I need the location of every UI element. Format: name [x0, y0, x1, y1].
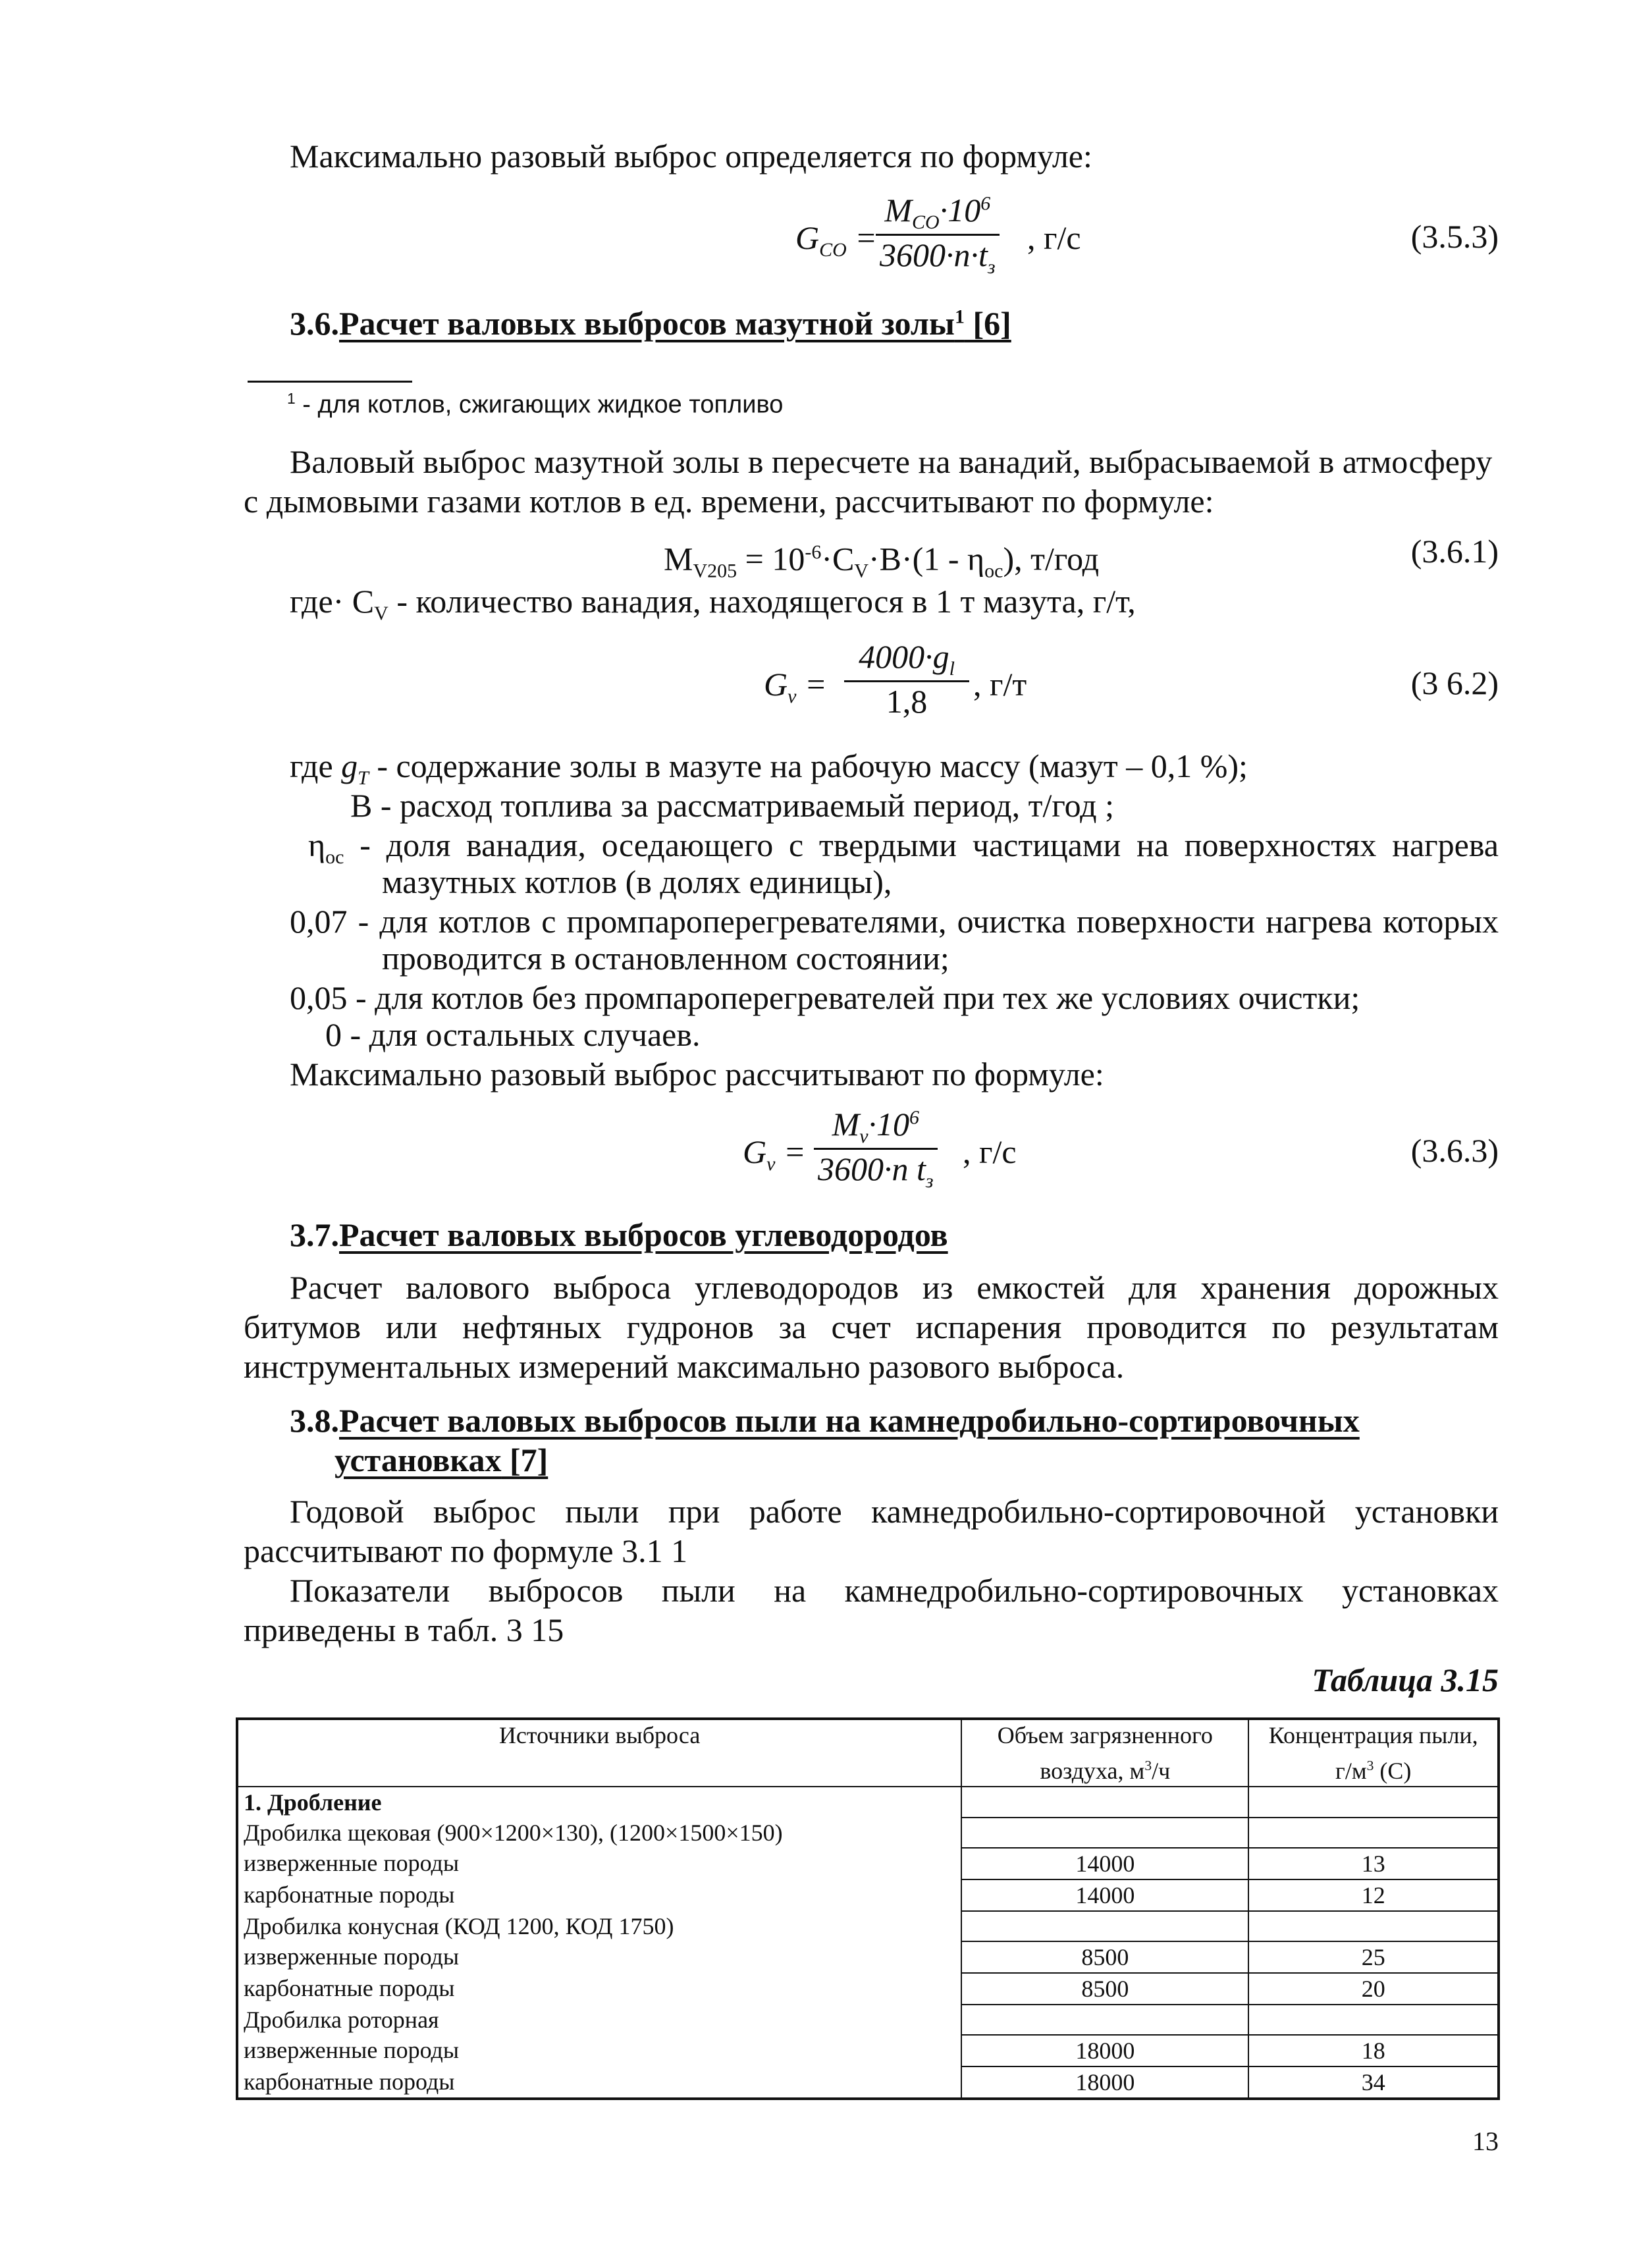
cell-volume: 8500 — [961, 1941, 1248, 1973]
table-row — [237, 1911, 1499, 1941]
where-eta-cont: мазутных котлов (в долях единицы), — [382, 863, 892, 900]
table-row — [237, 1973, 1499, 2005]
where-b: В - расход топлива за рассматриваемый период, т/год ; — [350, 787, 1114, 824]
eq-353-number: (3.5.3) — [1410, 218, 1499, 255]
table-row — [237, 1787, 1499, 1818]
footnote: $^1$ - для котлов, сжигающих жидкое топливо — [287, 390, 784, 419]
header-volume: Объем загрязненного воздуха, $м^3/ч$ — [961, 1719, 1248, 1787]
table-row — [237, 1848, 1499, 1879]
p38b-line-2: приведены в табл. 3 15 — [244, 1611, 564, 1648]
cell-volume — [961, 1818, 1248, 1848]
p38a-line-2: рассчитывают по формуле 3.1 1 — [244, 1532, 688, 1569]
eq-363-fraction: $M_v\cdot 10^6$ 3600·n $t_з$ — [814, 1105, 938, 1193]
section-3-6-heading: 3.6.Расчет валовых выбросов мазутной золы$^1$ [6] — [290, 305, 1011, 342]
eq-361-number: (3.6.1) — [1410, 533, 1499, 570]
cell-source: Дробилка роторная — [237, 2005, 961, 2035]
table-row — [237, 2035, 1499, 2066]
table-row — [237, 2005, 1499, 2035]
eq-353-lhs: $G_{CO}$ = — [795, 219, 878, 261]
cell-volume: 18000 — [961, 2035, 1248, 2066]
table-caption: Таблица 3.15 — [1312, 1661, 1499, 1698]
cell-volume: 18000 — [961, 2066, 1248, 2099]
cell-source: Дробилка конусная (КОД 1200, КОД 1750) — [237, 1911, 961, 1941]
where-gt: где $g_T$ - содержание золы в мазуте на рабочую массу (мазут – 0,1 %); — [290, 747, 1248, 789]
footnote-rule — [248, 381, 412, 383]
cell-source: Дробилка щековая (900×1200×130), (1200×1500×150) — [237, 1818, 961, 1848]
eq-362-fraction: $4000\cdot g_l$ 1,8 — [844, 637, 969, 720]
p38b-line-1: Показатели выбросов пыли на камнедробильно-сортировочных установках — [290, 1572, 1499, 1609]
cell-concentration: 34 — [1248, 2066, 1499, 2099]
table-row — [237, 1818, 1499, 1848]
where-0: 0 - для остальных случаев. — [325, 1016, 701, 1053]
cell-source: карбонатные породы — [237, 1973, 961, 2005]
intro-text: Максимально разовый выброс определяется по формуле: — [290, 138, 1092, 175]
cell-source: изверженные породы — [237, 2035, 961, 2066]
header-concentration: Концентрация пыли, $г/м^3$ (С) — [1248, 1719, 1499, 1787]
where-007: 0,07 - для котлов с промпароперегревателями, очистка поверхности нагрева которых — [290, 903, 1499, 940]
cell-source: 1. Дробление — [237, 1787, 961, 1818]
cell-source: изверженные породы — [237, 1941, 961, 1973]
cell-concentration — [1248, 1911, 1499, 1941]
p37-line-3: инструментальных измерений максимально разового выброса. — [244, 1348, 1125, 1385]
cell-volume: 14000 — [961, 1879, 1248, 1911]
eq-363-lhs: $G_v$ = — [743, 1133, 806, 1175]
cell-concentration: 18 — [1248, 2035, 1499, 2066]
where-eta: $\eta_{oc}$ - доля ванадия, оседающего с твердыми частицами на поверхностях нагрева — [308, 826, 1499, 868]
table-row — [237, 1879, 1499, 1911]
table-3-15 — [236, 1717, 1500, 2100]
where-cv: $где\cdot C_V$ - количество ванадия, находящегося в 1 т мазута, г/т, — [290, 583, 1136, 624]
cell-source: карбонатные породы — [237, 2066, 961, 2099]
eq-362-unit: , г/т — [973, 666, 1027, 703]
p36-line-1: Валовый выброс мазутной золы в пересчете на ванадий, выбрасываемой в атмосферу — [290, 443, 1493, 480]
cell-source: изверженные породы — [237, 1848, 961, 1879]
cell-volume — [961, 2005, 1248, 2035]
table-row — [237, 1941, 1499, 1973]
p37-line-1: Расчет валового выброса углеводородов из емкостей для хранения дорожных — [290, 1269, 1499, 1306]
eq-363-unit: , г/с — [963, 1133, 1017, 1170]
cell-volume: 8500 — [961, 1973, 1248, 2005]
max-line: Максимально разовый выброс рассчитывают по формуле: — [290, 1056, 1104, 1093]
page-number: 13 — [1472, 2126, 1499, 2156]
cell-concentration — [1248, 1818, 1499, 1848]
p36-line-2: с дымовыми газами котлов в ед. времени, рассчитывают по формуле: — [244, 483, 1214, 520]
p37-line-2: битумов или нефтяных гудронов за счет испарения проводится по результатам — [244, 1309, 1499, 1345]
cell-concentration: 25 — [1248, 1941, 1499, 1973]
eq-363-number: (3.6.3) — [1410, 1132, 1499, 1169]
eq-353-unit: , г/с — [1027, 219, 1081, 256]
table-header-row — [237, 1719, 1499, 1787]
cell-concentration — [1248, 2005, 1499, 2035]
section-3-7-heading: 3.7.Расчет валовых выбросов углеводородов — [290, 1216, 948, 1253]
where-007-cont: проводится в остановленном состоянии; — [382, 940, 949, 977]
table-row — [237, 2066, 1499, 2099]
eq-362-lhs: $G_v$ = — [764, 666, 827, 707]
eq-362-number: (3 6.2) — [1410, 664, 1499, 701]
where-005: 0,05 - для котлов без промпароперегревателей при тех же условиях очистки; — [290, 979, 1360, 1016]
eq-353-fraction: $M_{CO}\cdot 10^6$ $3600\cdot n\cdot t_з$ — [876, 191, 1000, 279]
header-source: Источники выброса — [237, 1719, 961, 1787]
cell-source: карбонатные породы — [237, 1879, 961, 1911]
cell-concentration — [1248, 1787, 1499, 1818]
cell-volume — [961, 1911, 1248, 1941]
section-3-8-heading: 3.8.Расчет валовых выбросов пыли на камнедробильно-сортировочных — [290, 1402, 1360, 1439]
cell-concentration: 12 — [1248, 1879, 1499, 1911]
eq-361: $M_{V205} = 10^{-6}\cdot C_V\cdot B\cdot(1 - \eta_{oc})$, т/год — [664, 540, 1100, 582]
cell-concentration: 13 — [1248, 1848, 1499, 1879]
cell-concentration: 20 — [1248, 1973, 1499, 2005]
section-3-8-heading-cont: установках [7] — [334, 1442, 548, 1478]
cell-volume: 14000 — [961, 1848, 1248, 1879]
p38a-line-1: Годовой выброс пыли при работе камнедробильно-сортировочной установки — [290, 1493, 1499, 1530]
cell-volume — [961, 1787, 1248, 1818]
